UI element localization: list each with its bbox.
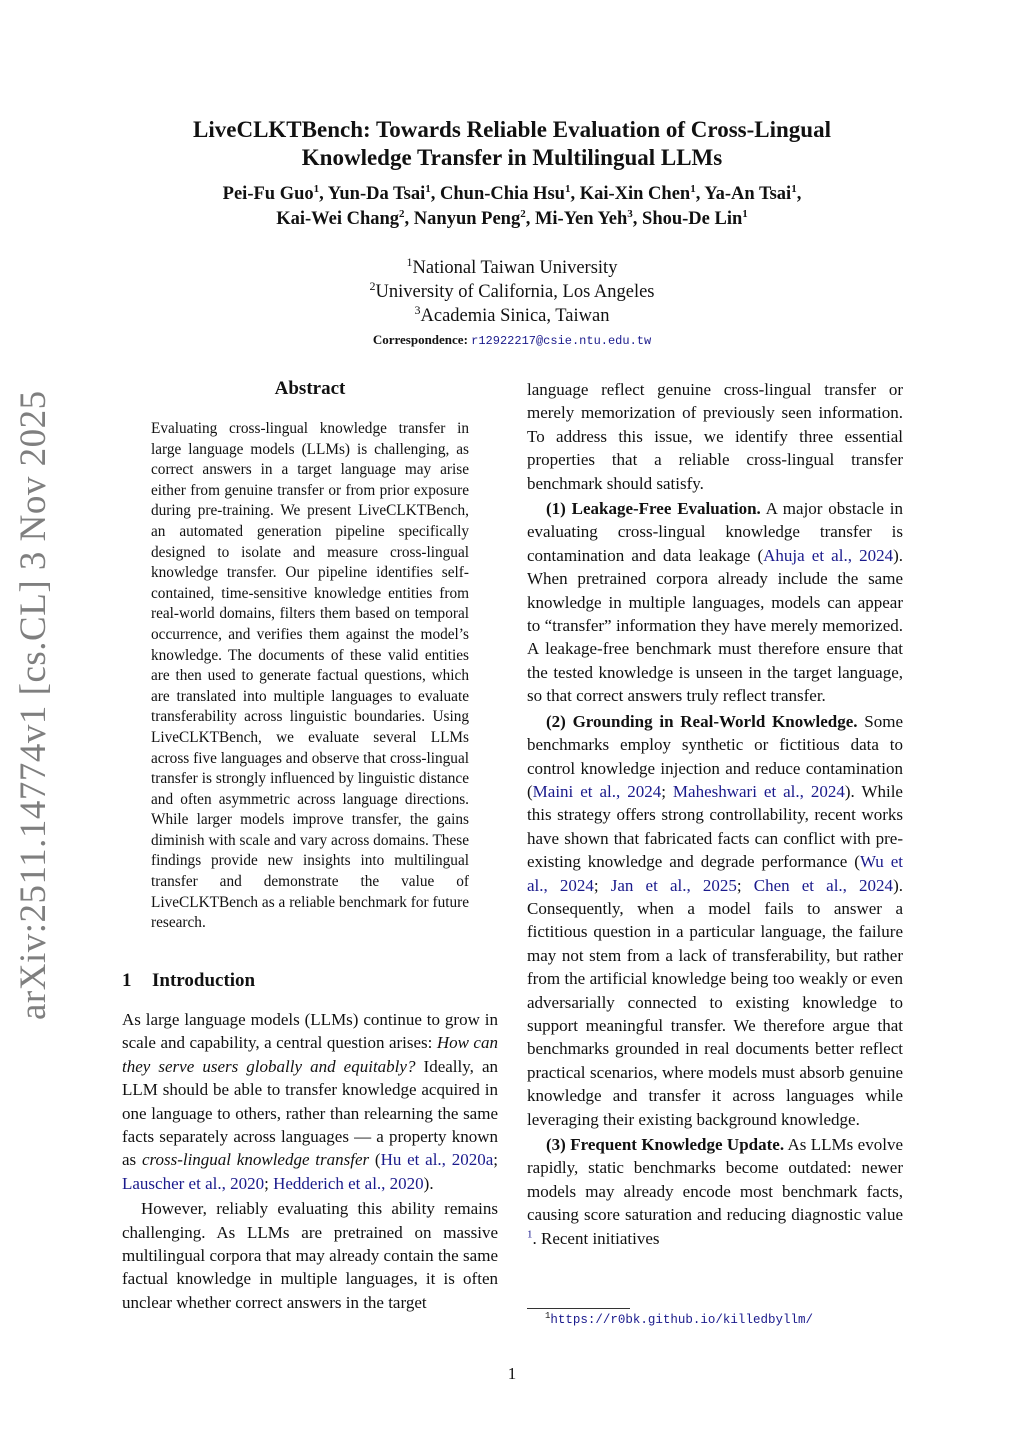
- author-affil: 2: [399, 207, 405, 220]
- correspondence-email-link[interactable]: r12922217@csie.ntu.edu.tw: [471, 334, 652, 348]
- body-text: As large language models (LLMs) continue to grow in scale and capability, a central question arises:: [122, 1010, 498, 1053]
- body-text: ;: [493, 1150, 498, 1170]
- author-affil: 1: [742, 207, 748, 220]
- citation-link[interactable]: Ahuja et al., 2024: [763, 545, 894, 565]
- body-text: ). While this strategy offers strong controllability, recent works have shown that fabricated facts can conflict with pre-existing knowledge and degrade performance (: [527, 781, 903, 872]
- affiliation-item: [120, 280, 904, 304]
- intro-right-column: [527, 378, 903, 1250]
- author-affil: 1: [425, 182, 431, 195]
- citation-link[interactable]: Jan et al., 2025: [610, 875, 737, 895]
- author-name: Shou-De Lin: [642, 209, 743, 229]
- affiliation-name: Academia Sinica, Taiwan: [420, 306, 610, 326]
- citation-link[interactable]: Lauscher et al., 2020: [122, 1173, 265, 1193]
- body-text: ;: [661, 781, 673, 801]
- body-text: ;: [593, 875, 611, 895]
- knowledge-update-paragraph: [527, 1133, 903, 1250]
- right-paragraph-0: language reflect genuine cross-lingual transfer or merely memorization of previously seen information. To address this issue, we identify three essential properties that a reliable cross-lingual transfer benchmark should satisfy.: [527, 380, 903, 493]
- affiliation-name: National Taiwan University: [412, 258, 618, 278]
- affiliation-number: 3: [414, 302, 421, 317]
- abstract-heading: Abstract: [274, 378, 346, 399]
- page-number: 1: [507, 1364, 517, 1383]
- leakage-free-paragraph: [527, 497, 903, 708]
- author-name: Nanyun Peng: [413, 209, 521, 229]
- body-text: Ideally, an LLM should be able to transfer knowledge acquired in one language to others, rather than relearning the same facts separately across languages — a property known as: [122, 1056, 498, 1170]
- body-text: Some benchmarks employ synthetic or fictitious data to control knowledge injection and reduce contamination (: [527, 711, 903, 801]
- grounding-paragraph: [527, 710, 903, 1131]
- body-text: A major obstacle in evaluating cross-lingual knowledge transfer is contamination and data leakage (: [527, 499, 903, 565]
- section-title: Introduction: [152, 970, 256, 991]
- body-text: As LLMs evolve rapidly, static benchmarks become outdated: newer models may already encode most benchmark facts, causing score saturation and reducing diagnostic value: [527, 1135, 903, 1225]
- author-line-1: Pei-Fu Guo$^1$, Yun-Da Tsai$^1$, Chun-Chia Hsu$^1$, Kai-Xin Chen$^1$, Ya-An Tsai$^1$,: [222, 182, 802, 204]
- key-term: cross-lingual knowledge transfer: [141, 1150, 370, 1170]
- citation-link[interactable]: Hedderich et al., 2020: [273, 1173, 424, 1193]
- author-affil: 3: [627, 207, 633, 220]
- title-line-2: Knowledge Transfer in Multilingual LLMs: [301, 145, 723, 170]
- citation-link[interactable]: Chen et al., 2024: [753, 875, 894, 895]
- footnote-number: 1: [545, 1310, 551, 1321]
- arxiv-identifier-stamp: arXiv:2511.14774v1 [cs.CL] 3 Nov 2025: [13, 390, 54, 1020]
- author-affil: 1: [791, 182, 797, 195]
- footnote-url-link[interactable]: https://r0bk.github.io/killedbyllm/: [550, 1313, 813, 1327]
- citation-link[interactable]: Maheshwari et al., 2024: [672, 781, 845, 801]
- abstract-text: Evaluating cross-lingual knowledge transfer in large language models (LLMs) is challenging, as correct answers in a target language may arise either from genuine transfer or from prior exposure during pre-training. We present LiveCLKTBench, an automated generation pipeline specifically designed to isolate and measure cross-lingual knowledge transfer. Our pipeline identifies self-contained, time-sensitive knowledge entities from real-world domains, filters them based on temporal occurrence, and verifies them against the model’s knowledge. The documents of these valid entities are then used to generate factual questions, which are translated into multiple languages to evaluate transferability across linguistic boundaries. Using LiveCLKTBench, we evaluate several LLMs across five languages and observe that cross-lingual transfer is strongly influenced by linguistic distance and often asymmetric across language directions. While larger models improve transfer, the gains diminish with scale and vary across domains. These findings provide new insights into multilingual transfer and demonstrate the value of LiveCLKTBench as a reliable benchmark for future research.: [151, 420, 469, 932]
- citation-link[interactable]: Maini et al., 2024: [532, 781, 662, 801]
- author-line-2: Kai-Wei Chang$^2$, Nanyun Peng$^2$, Mi-Yen Yeh$^3$, Shou-De Lin$^1$: [276, 207, 748, 229]
- affiliation-name: University of California, Los Angeles: [375, 282, 655, 302]
- citation-link[interactable]: Wu et al., 2024: [527, 852, 903, 895]
- intro-left-column: [122, 1008, 498, 1314]
- author-name: Chun-Chia Hsu: [440, 184, 565, 204]
- citation-link[interactable]: Hu et al., 2020a: [380, 1150, 494, 1170]
- author-name: Ya-An Tsai: [704, 184, 792, 204]
- section-number: 1: [122, 970, 132, 991]
- author-name: Kai-Xin Chen: [579, 184, 691, 204]
- author-name: Yun-Da Tsai: [327, 184, 426, 204]
- correspondence: [120, 332, 904, 348]
- affiliation-list: [120, 256, 904, 328]
- author-name: Kai-Wei Chang: [276, 209, 400, 229]
- body-text: . Recent initiatives: [532, 1228, 660, 1248]
- paper-title: [120, 116, 904, 172]
- section-heading: [122, 970, 255, 992]
- affiliation-item: [120, 304, 904, 328]
- footnote-divider: [527, 1308, 630, 1309]
- body-text: ;: [736, 875, 754, 895]
- author-affil: 2: [520, 207, 526, 220]
- body-text: ). Consequently, when a model fails to answer a fictitious question in a particular language, the failure may not stem from a lack of transferability, but rather from the artificial knowledge being too weakly or even adversarially connected to existing knowledge to support meaningful transfer. We therefore argue that benchmarks grounded in real documents better reflect practical scenarios, where models must absorb genuine knowledge and transfer it across languages while leveraging their existing background knowledge.: [527, 875, 903, 1129]
- author-name: Pei-Fu Guo: [222, 184, 314, 204]
- body-text: (: [369, 1150, 381, 1170]
- affiliation-number: 2: [369, 278, 376, 293]
- paragraph-heading: (3) Frequent Knowledge Update.: [546, 1135, 785, 1154]
- correspondence-label: Correspondence:: [372, 332, 468, 347]
- author-affil: 1: [313, 182, 320, 195]
- footnote-marker: 1: [527, 1227, 533, 1240]
- paragraph-heading: (2) Grounding in Real-World Knowledge.: [546, 711, 858, 731]
- author-name: Mi-Yen Yeh: [534, 209, 628, 229]
- title-line-1: LiveCLKTBench: Towards Reliable Evaluation of Cross-Lingual: [193, 117, 831, 142]
- body-text: ). When pretrained corpora already include the same knowledge in multiple languages, models can appear to “transfer” information they have merely memorized. A leakage-free benchmark must therefore ensure that the tested knowledge is unseen in the target language, so that correct answers truly reflect transfer.: [527, 545, 903, 706]
- central-question: How can they serve users globally and equitably?: [122, 1033, 498, 1076]
- paragraph-heading: (1) Leakage-Free Evaluation.: [546, 499, 761, 519]
- author-affil: 1: [564, 182, 571, 195]
- author-affil: 1: [690, 182, 696, 195]
- intro-paragraph-1: [122, 1008, 498, 1195]
- affiliation-number: 1: [406, 254, 413, 269]
- affiliation-item: [120, 256, 904, 280]
- intro-paragraph-2: However, reliably evaluating this ability remains challenging. As LLMs are pretrained on massive multilingual corpora that may already contain the same factual knowledge in multiple languages, it is often unclear whether correct answers in the target: [122, 1199, 498, 1312]
- body-text: ;: [264, 1173, 274, 1193]
- author-list: [120, 182, 904, 232]
- body-text: ).: [423, 1173, 434, 1193]
- footnote: [545, 1310, 813, 1327]
